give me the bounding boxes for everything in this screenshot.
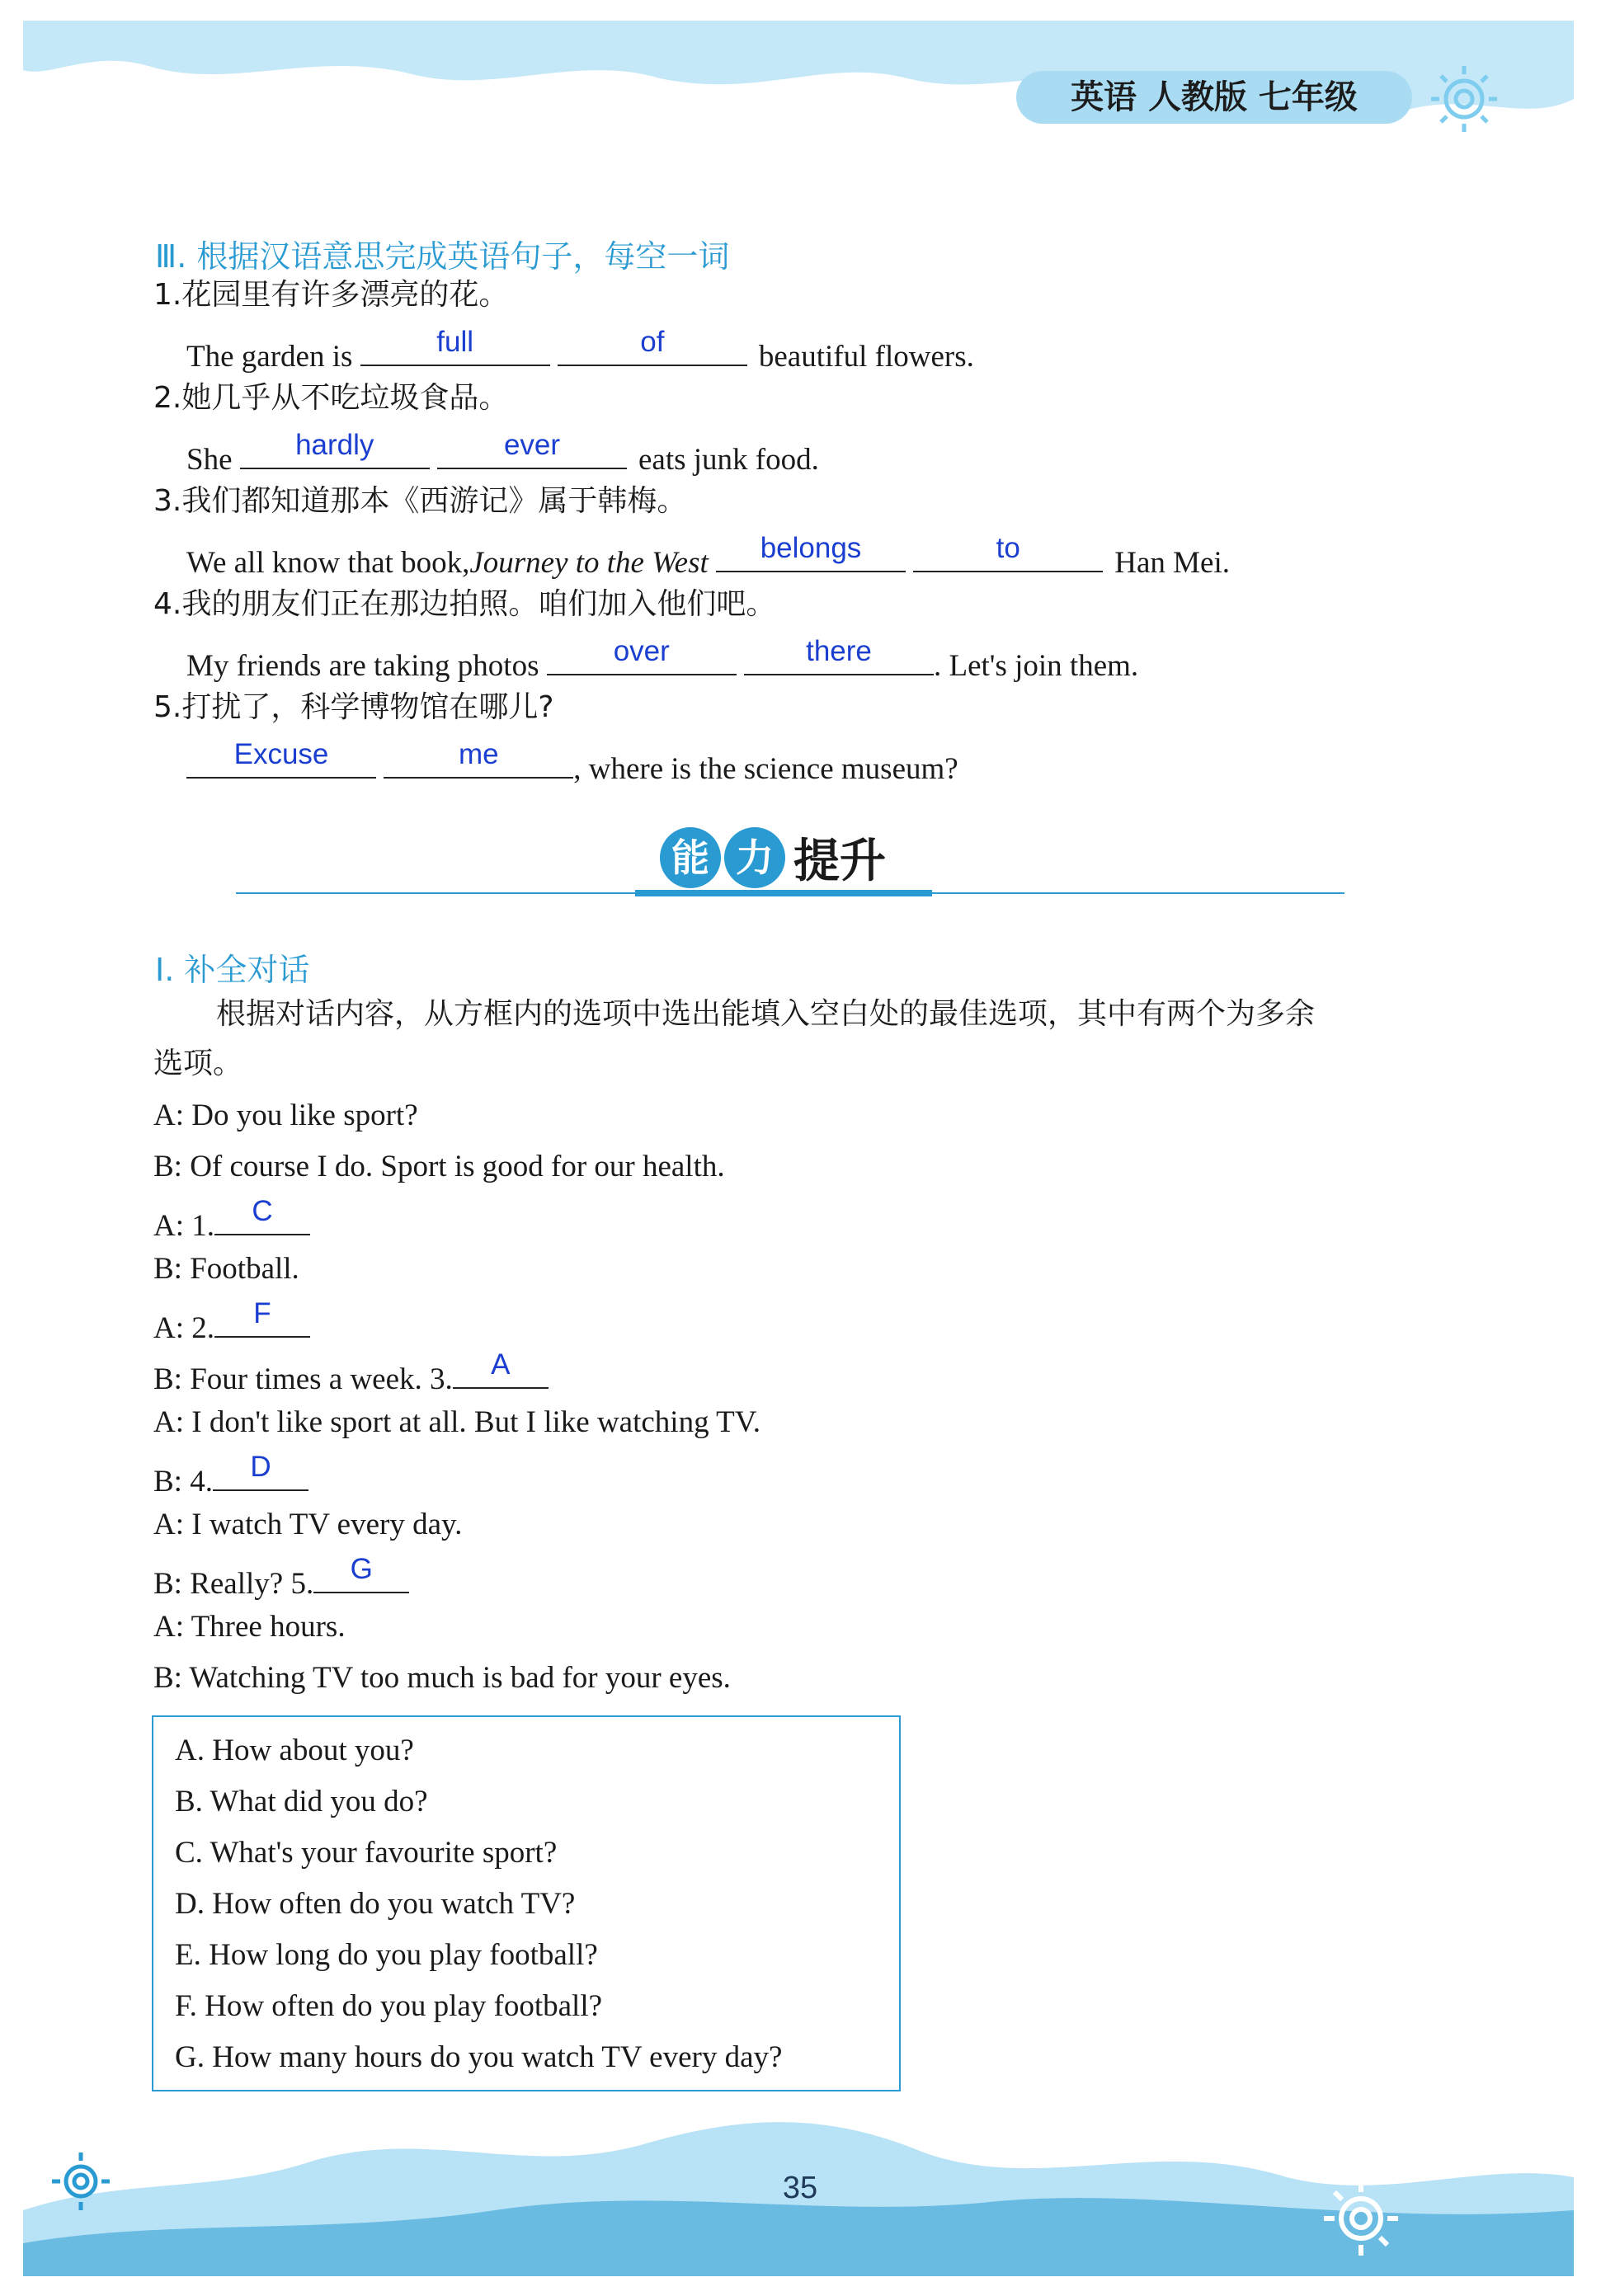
dialogue-line-12 (153, 1663, 731, 1693)
item-1-number: 1. (153, 278, 182, 312)
dialogue-answer-3: C (252, 1195, 273, 1227)
item-3-prompt: 我们都知道那本《西游记》属于韩梅。 (181, 484, 687, 518)
item-5-post: , where is the science museum? (573, 752, 958, 786)
option-c: C. What's your favourite sport? (175, 1836, 558, 1870)
banner-char-1: 能 (660, 827, 721, 888)
item-4-answer-2-blank (744, 635, 934, 675)
dialogue-text-7: A: I don't like sport at all. But I like watching TV. (153, 1405, 760, 1439)
item-1-answer-1: full (436, 326, 473, 358)
item-1-answer-2-blank (558, 326, 747, 366)
dialogue-line-5 (153, 1297, 310, 1345)
item-3-answer-1-blank (716, 532, 906, 572)
item-1-pre: The garden is (186, 340, 353, 374)
dialogue-line-1 (153, 1100, 418, 1131)
banner-rest: 提升 (793, 835, 886, 888)
dialogue-line-8 (153, 1451, 308, 1499)
dialogue-text-10: B: Really? 5. (153, 1567, 314, 1601)
item-2-post: eats junk food. (638, 443, 819, 477)
instruction-line-1: 根据对话内容，从方框内的选项中选出能填入空白处的最佳选项，其中有两个为多余 (216, 997, 1316, 1031)
dialogue-line-2 (153, 1151, 725, 1182)
dialogue-line-9 (153, 1509, 462, 1540)
item-3-chinese (153, 484, 687, 518)
item-4-number: 4. (153, 587, 182, 621)
item-5-sentence (186, 738, 958, 786)
item-5-answer-2-blank (384, 738, 573, 779)
dialogue-line-10 (153, 1553, 409, 1601)
item-1-answer-1-blank (360, 326, 550, 366)
item-2-number: 2. (153, 381, 182, 415)
section-1-title: Ⅰ. 补全对话 (155, 952, 310, 988)
item-2-prompt: 她几乎从不吃垃圾食品。 (181, 381, 509, 415)
ability-banner (660, 825, 886, 904)
item-5-chinese (153, 690, 554, 724)
item-1-post: beautiful flowers. (758, 340, 974, 374)
item-2-sentence (186, 429, 819, 477)
item-2-answer-1-blank (240, 429, 430, 469)
dialogue-text-4: B: Football. (153, 1252, 299, 1286)
item-4-chinese (153, 587, 776, 621)
option-d: D. How often do you watch TV? (175, 1887, 576, 1921)
dialogue-text-11: A: Three hours. (153, 1610, 346, 1644)
dialogue-line-7 (153, 1407, 760, 1437)
dialogue-line-11 (153, 1611, 346, 1642)
item-4-answer-2: there (806, 635, 872, 667)
item-2-answer-1: hardly (295, 429, 374, 461)
item-5-answer-1: Excuse (233, 738, 329, 770)
option-g: G. How many hours do you watch TV every day? (175, 2040, 783, 2074)
section-3-title: Ⅲ. 根据汉语意思完成英语句子，每空一词 (155, 238, 730, 275)
item-4-pre: My friends are taking photos (186, 649, 539, 683)
dialogue-text-3: A: 1. (153, 1209, 214, 1243)
dialogue-text-1: A: Do you like sport? (153, 1099, 418, 1132)
item-4-sentence (186, 635, 1139, 683)
item-4-answer-1-blank (547, 635, 737, 675)
item-4-prompt: 我的朋友们正在那边拍照。咱们加入他们吧。 (181, 587, 776, 621)
dialogue-text-9: A: I watch TV every day. (153, 1508, 463, 1541)
banner-char-2: 力 (724, 827, 785, 888)
item-3-answer-2: to (996, 532, 1020, 564)
item-3-answer-1: belongs (760, 532, 862, 564)
item-1-chinese (153, 280, 508, 310)
item-2-answer-2-blank (437, 429, 627, 469)
item-2-pre: She (186, 443, 233, 477)
instruction-line-2: 选项。 (153, 1047, 243, 1080)
option-b: B. What did you do? (175, 1785, 428, 1818)
item-5-prompt: 打扰了，科学博物馆在哪儿? (181, 690, 554, 724)
item-5-number: 5. (153, 690, 182, 724)
dialogue-answer-5-blank (214, 1297, 310, 1338)
item-3-pre: We all know that book, (186, 546, 470, 580)
item-3-post: Han Mei. (1114, 546, 1231, 580)
page-number: 35 (782, 2171, 818, 2205)
dialogue-line-6 (153, 1348, 549, 1396)
item-3-sentence (186, 532, 1231, 580)
dialogue-answer-10-blank (313, 1553, 409, 1593)
item-1-sentence (186, 326, 974, 374)
dialogue-text-8: B: 4. (153, 1465, 213, 1499)
dialogue-answer-10: G (350, 1553, 373, 1585)
item-5-answer-2: me (458, 738, 499, 770)
item-3-answer-2-blank (913, 532, 1103, 572)
item-1-prompt: 花园里有许多漂亮的花。 (181, 278, 509, 312)
item-4-answer-1: over (613, 635, 670, 667)
dialogue-answer-6-blank (453, 1348, 549, 1389)
option-a: A. How about you? (175, 1734, 414, 1767)
item-2-chinese (153, 383, 508, 413)
dialogue-line-3 (153, 1195, 310, 1243)
option-e: E. How long do you play football? (175, 1938, 598, 1972)
dialogue-answer-3-blank (214, 1195, 310, 1235)
dialogue-text-2: B: Of course I do. Sport is good for our health. (153, 1150, 725, 1183)
dialogue-answer-8-blank (213, 1451, 308, 1491)
item-3-number: 3. (153, 484, 182, 518)
item-3-title: Journey to the West (469, 546, 709, 580)
dialogue-answer-5: F (253, 1297, 271, 1329)
item-2-answer-2: ever (503, 429, 561, 461)
item-1-answer-2: of (640, 326, 665, 358)
dialogue-text-6: B: Four times a week. 3. (153, 1362, 453, 1396)
dialogue-text-12: B: Watching TV too much is bad for your eyes. (153, 1661, 731, 1695)
dialogue-answer-8: D (250, 1451, 271, 1483)
item-5-answer-1-blank (186, 738, 376, 779)
item-4-post: . Let's join them. (933, 649, 1139, 683)
subject-tag: 英语 人教版 七年级 (1071, 78, 1358, 116)
dialogue-answer-6: A (491, 1348, 511, 1381)
dialogue-line-4 (153, 1254, 299, 1284)
option-f: F. How often do you play football? (175, 1989, 603, 2023)
options-box (152, 1715, 901, 2091)
dialogue-text-5: A: 2. (153, 1311, 214, 1345)
